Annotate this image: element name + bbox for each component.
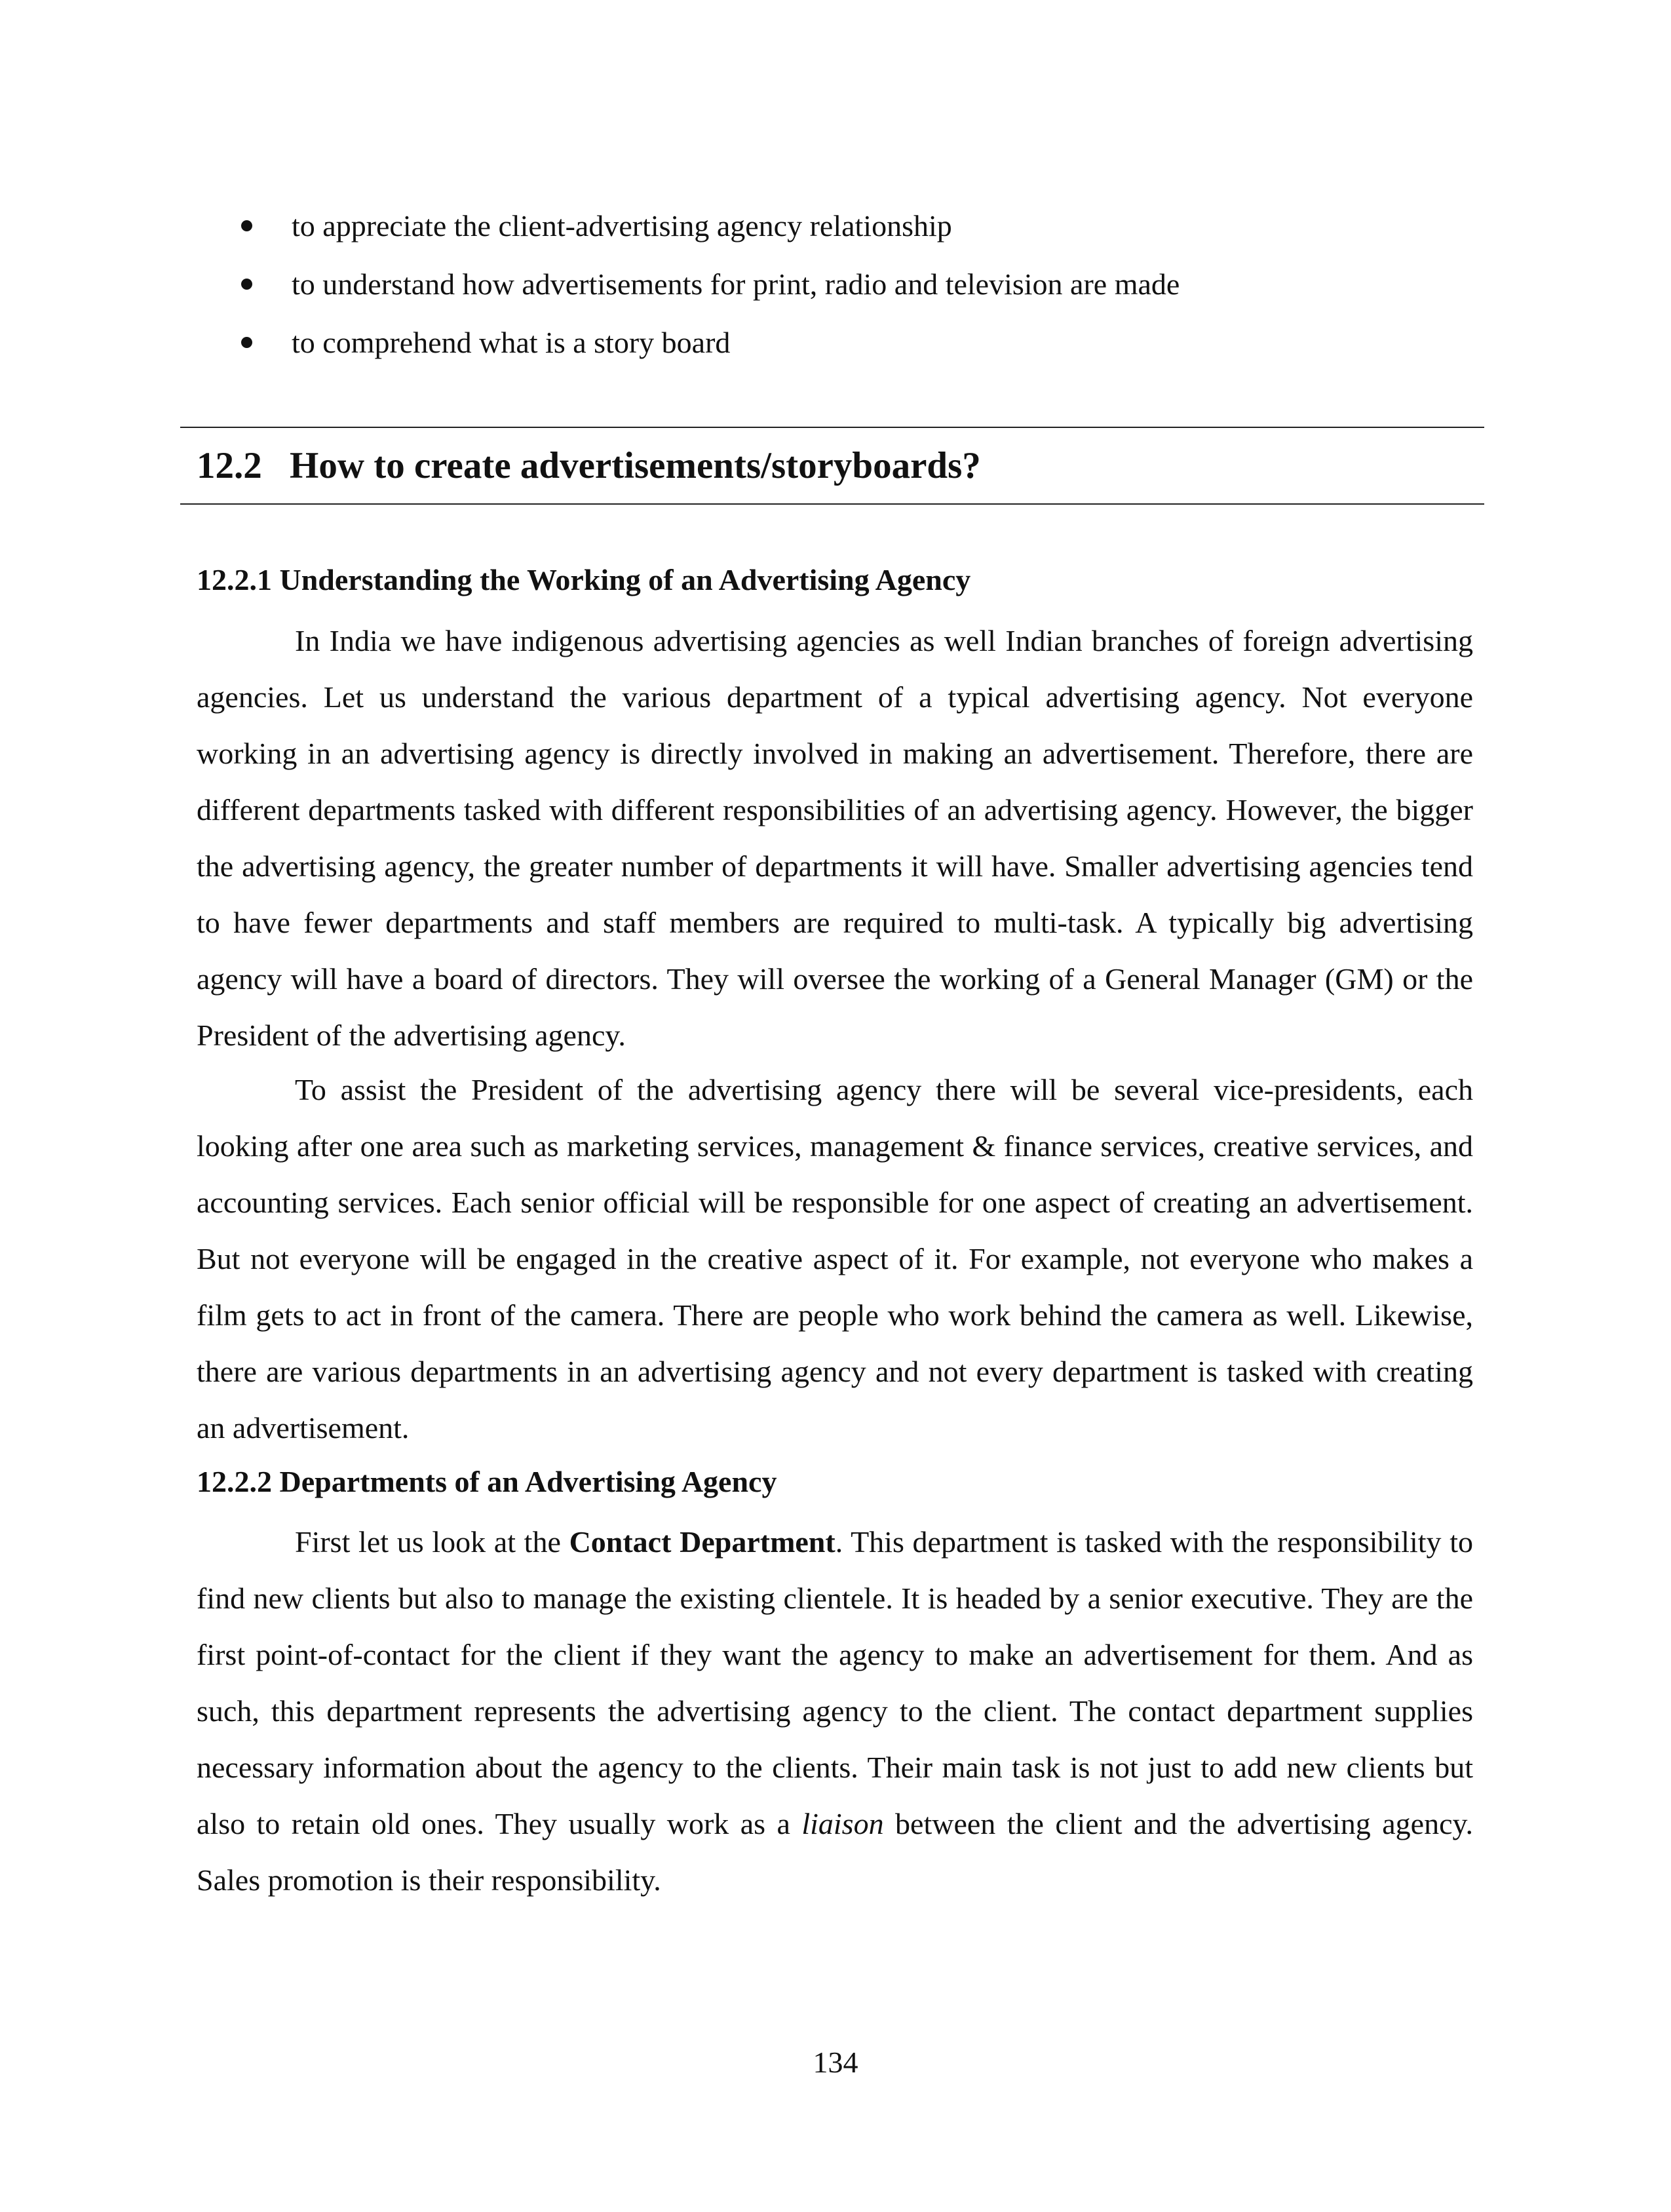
section-rule-bottom bbox=[180, 503, 1484, 505]
paragraph bbox=[197, 1514, 1473, 1909]
subsection-heading: 12.2.1 Understanding the Working of an Advertising Agency bbox=[197, 563, 971, 596]
paragraph-text: First let us look at the bbox=[295, 1525, 569, 1559]
list-item bbox=[241, 255, 1486, 313]
list-item-text: to understand how advertisements for print, radio and television are made bbox=[292, 267, 1180, 301]
page-number: 134 bbox=[813, 2046, 858, 2079]
objectives-list bbox=[241, 197, 1486, 372]
bullet-icon bbox=[241, 220, 252, 231]
list-item bbox=[241, 197, 1486, 255]
list-item-text: to appreciate the client-advertising agency relationship bbox=[292, 209, 952, 243]
section-rule-top bbox=[180, 427, 1484, 428]
paragraph-text: . This department is tasked with the responsibility to find new clients but also to manage the existing clientele. It is headed by a senior executive. They are the first point-of-contact for the client if they want the agency to make an advertisement for them. And as such, this department represents the advertising agency to the client. The contact department supplies necessary information about the agency to the clients. Their main task is not just to add new clients but also to retain old ones. They usually work as a bbox=[197, 1525, 1473, 1840]
list-item-text: to comprehend what is a story board bbox=[292, 326, 731, 359]
emphasis-italic: liaison bbox=[801, 1807, 884, 1840]
bullet-icon bbox=[241, 337, 252, 348]
emphasis-bold: Contact Department bbox=[569, 1525, 836, 1559]
subsection-heading: 12.2.2 Departments of an Advertising Agency bbox=[197, 1465, 777, 1498]
list-item bbox=[241, 313, 1486, 372]
paragraph: In India we have indigenous advertising agencies as well Indian branches of foreign advertising agencies. Let us understand the various department of a typical advertising agency. Not everyone working in an advertising agency is directly involved in making an advertisement. Therefore, there are different departments tasked with different responsibilities of an advertising agency. However, the bigger the advertising agency, the greater number of departments it will have. Smaller advertising agencies tend to have fewer departments and staff members are required to multi-task. A typically big advertising agency will have a board of directors. They will oversee the working of a General Manager (GM) or the President of the advertising agency. bbox=[197, 624, 1473, 1052]
bullet-icon bbox=[241, 279, 252, 290]
section-heading bbox=[197, 444, 981, 487]
paragraph-text: between the client and the advertising agency. Sales promotion is their responsibility. bbox=[197, 1807, 1474, 1897]
section-title: How to create advertisements/storyboards? bbox=[290, 445, 981, 486]
paragraph: To assist the President of the advertising agency there will be several vice-presidents, each looking after one area such as marketing services, management & finance services, creative services, and accounting services. Each senior official will be responsible for one aspect of creating an advertisement. But not everyone will be engaged in the creative aspect of it. For example, not everyone who makes a film gets to act in front of the camera. There are people who work behind the camera as well. Likewise, there are various departments in an advertising agency and not every department is tasked with creating an advertisement. bbox=[197, 1073, 1473, 1445]
section-number: 12.2 bbox=[197, 445, 262, 486]
